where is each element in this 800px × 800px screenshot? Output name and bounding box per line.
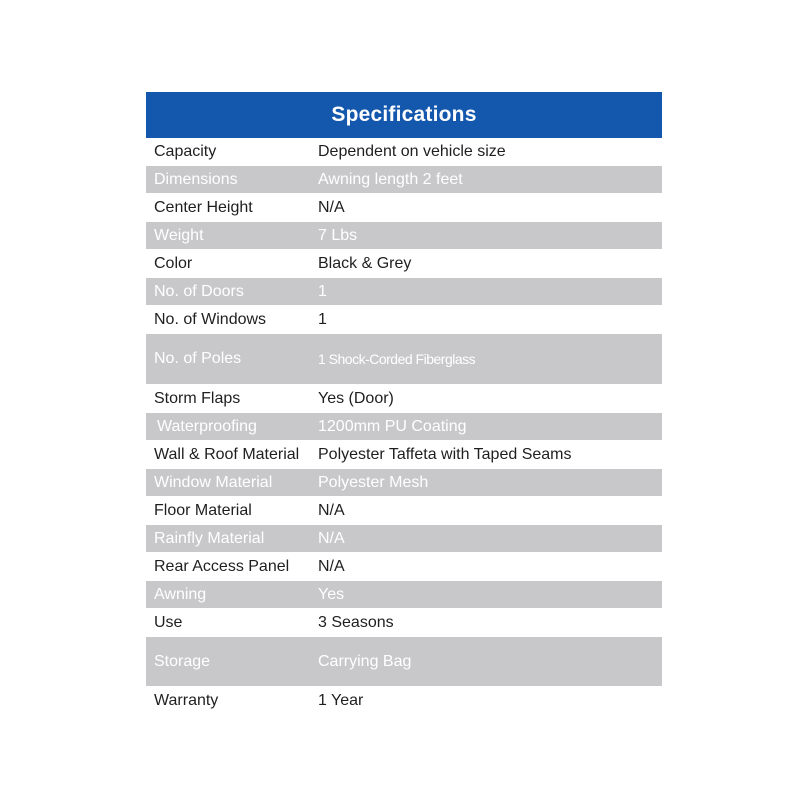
row-label: Floor Material [154,501,252,519]
table-row-center-height [146,194,662,222]
row-value: Carrying Bag [318,652,412,670]
table-row-window-material [146,469,662,497]
row-label: No. of Windows [154,310,267,328]
row-value: 1 Year [318,691,364,709]
row-label: Awning [154,585,207,603]
row-label: Capacity [154,142,217,160]
row-label: Dimensions [154,170,238,188]
row-label: No. of Doors [154,282,244,300]
row-value: 1200mm PU Coating [318,417,467,435]
row-label: Rear Access Panel [154,557,290,575]
row-value: 1 Shock-Corded Fiberglass [318,351,476,367]
row-value: 7 Lbs [318,226,358,244]
table-row-capacity [146,138,662,166]
row-value: Yes (Door) [318,389,394,407]
table-row-storage [146,637,662,687]
table-row-storm-flaps [146,385,662,413]
table-row-wall-roof-material [146,441,662,469]
row-value: 3 Seasons [318,613,394,631]
row-label: Storage [154,652,211,670]
table-row-poles [146,334,662,385]
row-label: No. of Poles [154,350,242,367]
table-row-doors [146,278,662,306]
row-label: Use [154,613,183,631]
row-label: Rainfly Material [154,529,265,547]
row-value: N/A [318,501,345,519]
table-row-windows [146,306,662,334]
table-row-floor-material [146,497,662,525]
row-label: Center Height [154,198,253,216]
row-label: Storm Flaps [154,389,241,407]
row-value: N/A [318,557,345,575]
row-label: Color [154,254,193,272]
row-value: Polyester Taffeta with Taped Seams [318,445,572,463]
row-label: Window Material [154,473,273,491]
row-value: Dependent on vehicle size [318,142,506,160]
row-label: Wall & Roof Material [154,445,300,463]
row-value: N/A [318,529,345,547]
row-value: Awning length 2 feet [318,170,463,188]
row-value: Black & Grey [318,254,412,272]
table-row-awning [146,581,662,609]
row-value: Yes [318,585,345,603]
table-row-waterproofing [146,413,662,441]
table-row-rear-access-panel [146,553,662,581]
table-row-color [146,250,662,278]
table-row-warranty [146,687,662,715]
row-value: 1 [318,282,327,300]
row-value: N/A [318,198,345,216]
row-label: Weight [154,226,204,244]
row-label: Waterproofing [157,417,257,435]
table-row-use [146,609,662,637]
row-value: Polyester Mesh [318,473,429,491]
table-row-weight [146,222,662,250]
table-row-rainfly-material [146,525,662,553]
table-row-dimensions [146,166,662,194]
specifications-table [146,92,662,715]
row-label: Warranty [154,691,219,709]
row-value: 1 [318,310,327,328]
table-title: Specifications [146,92,662,138]
